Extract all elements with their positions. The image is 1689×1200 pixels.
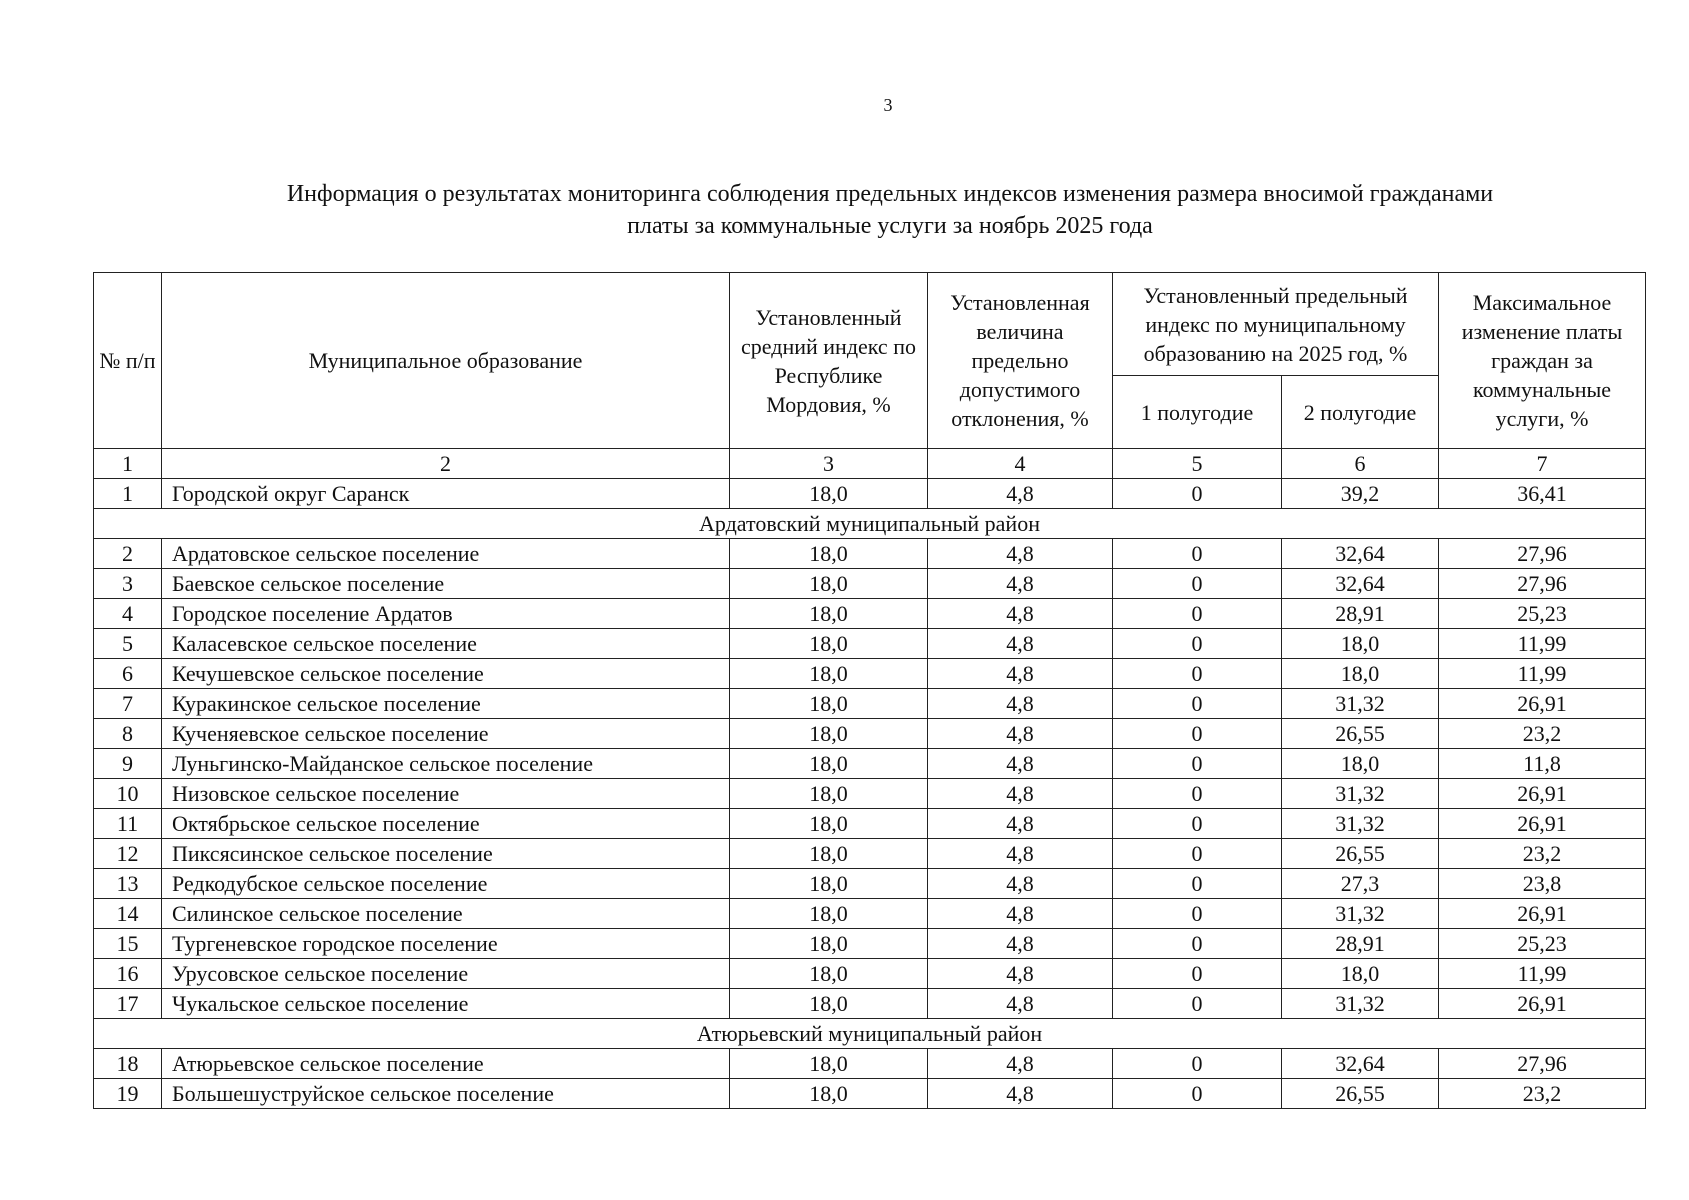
table-row (94, 689, 1646, 719)
deviation-value: 4,8 (928, 749, 1113, 779)
municipality-name: Тургеневское городское поселение (162, 929, 730, 959)
half1-value: 0 (1113, 959, 1282, 989)
deviation-value: 4,8 (928, 989, 1113, 1019)
half2-value: 39,2 (1282, 479, 1439, 509)
district-name: Атюрьевский муниципальный район (94, 1019, 1646, 1049)
column-number: 7 (1439, 449, 1646, 479)
district-name: Ардатовский муниципальный район (94, 509, 1646, 539)
avg-index-value: 18,0 (730, 539, 928, 569)
max-change-value: 11,99 (1439, 659, 1646, 689)
deviation-value: 4,8 (928, 1079, 1113, 1109)
half2-value: 18,0 (1282, 659, 1439, 689)
row-number: 11 (94, 809, 162, 839)
max-change-value: 23,2 (1439, 719, 1646, 749)
max-change-value: 26,91 (1439, 899, 1646, 929)
deviation-value: 4,8 (928, 869, 1113, 899)
deviation-value: 4,8 (928, 929, 1113, 959)
half1-value: 0 (1113, 479, 1282, 509)
deviation-value: 4,8 (928, 569, 1113, 599)
deviation-value: 4,8 (928, 959, 1113, 989)
table-row (94, 719, 1646, 749)
avg-index-value: 18,0 (730, 569, 928, 599)
half2-value: 18,0 (1282, 749, 1439, 779)
half1-value: 0 (1113, 869, 1282, 899)
row-number: 10 (94, 779, 162, 809)
header-half-1: 1 полугодие (1113, 376, 1282, 449)
half2-value: 31,32 (1282, 899, 1439, 929)
column-number: 6 (1282, 449, 1439, 479)
district-row (94, 1019, 1646, 1049)
column-number: 1 (94, 449, 162, 479)
row-number: 16 (94, 959, 162, 989)
max-change-value: 11,99 (1439, 629, 1646, 659)
max-change-value: 11,99 (1439, 959, 1646, 989)
table-row (94, 869, 1646, 899)
avg-index-value: 18,0 (730, 779, 928, 809)
header-deviation: Установленная величина предельно допустимого отклонения, % (928, 273, 1113, 449)
municipality-name: Луньгинско-Майданское сельское поселение (162, 749, 730, 779)
half1-value: 0 (1113, 929, 1282, 959)
row-number: 15 (94, 929, 162, 959)
table-row (94, 1079, 1646, 1109)
page-number: 3 (883, 95, 893, 115)
avg-index-value: 18,0 (730, 809, 928, 839)
deviation-value: 4,8 (928, 1049, 1113, 1079)
half2-value: 31,32 (1282, 689, 1439, 719)
half1-value: 0 (1113, 839, 1282, 869)
half1-value: 0 (1113, 569, 1282, 599)
half1-value: 0 (1113, 809, 1282, 839)
max-change-value: 36,41 (1439, 479, 1646, 509)
table-row (94, 479, 1646, 509)
half2-value: 31,32 (1282, 989, 1439, 1019)
column-number: 2 (162, 449, 730, 479)
column-number: 4 (928, 449, 1113, 479)
half2-value: 32,64 (1282, 539, 1439, 569)
table-row (94, 659, 1646, 689)
municipality-name: Городской округ Саранск (162, 479, 730, 509)
deviation-value: 4,8 (928, 899, 1113, 929)
half2-value: 27,3 (1282, 869, 1439, 899)
table-row (94, 959, 1646, 989)
half2-value: 26,55 (1282, 839, 1439, 869)
row-number: 17 (94, 989, 162, 1019)
title-line-1: Информация о результатах мониторинга соблюдения предельных индексов изменения размера вносимой гражданами (286, 181, 1494, 207)
municipality-name: Баевское сельское поселение (162, 569, 730, 599)
row-number: 7 (94, 689, 162, 719)
avg-index-value: 18,0 (730, 869, 928, 899)
max-change-value: 27,96 (1439, 569, 1646, 599)
avg-index-value: 18,0 (730, 479, 928, 509)
deviation-value: 4,8 (928, 779, 1113, 809)
max-change-value: 26,91 (1439, 809, 1646, 839)
table-row (94, 539, 1646, 569)
max-change-value: 11,8 (1439, 749, 1646, 779)
municipality-name: Кечушевское сельское поселение (162, 659, 730, 689)
avg-index-value: 18,0 (730, 929, 928, 959)
municipality-name: Низовское сельское поселение (162, 779, 730, 809)
table-row (94, 599, 1646, 629)
header-municipality: Муниципальное образование (162, 273, 730, 449)
municipality-name: Чукальское сельское поселение (162, 989, 730, 1019)
municipality-name: Ардатовское сельское поселение (162, 539, 730, 569)
municipality-name: Урусовское сельское поселение (162, 959, 730, 989)
half1-value: 0 (1113, 779, 1282, 809)
half1-value: 0 (1113, 539, 1282, 569)
half1-value: 0 (1113, 1049, 1282, 1079)
table-row (94, 779, 1646, 809)
max-change-value: 23,8 (1439, 869, 1646, 899)
row-number: 12 (94, 839, 162, 869)
half1-value: 0 (1113, 599, 1282, 629)
row-number: 4 (94, 599, 162, 629)
avg-index-value: 18,0 (730, 989, 928, 1019)
row-number: 13 (94, 869, 162, 899)
table-row (94, 839, 1646, 869)
deviation-value: 4,8 (928, 659, 1113, 689)
header-half-2: 2 полугодие (1282, 376, 1439, 449)
max-change-value: 26,91 (1439, 989, 1646, 1019)
half1-value: 0 (1113, 719, 1282, 749)
half1-value: 0 (1113, 659, 1282, 689)
avg-index-value: 18,0 (730, 749, 928, 779)
half1-value: 0 (1113, 1079, 1282, 1109)
half2-value: 26,55 (1282, 1079, 1439, 1109)
avg-index-value: 18,0 (730, 659, 928, 689)
max-change-value: 25,23 (1439, 929, 1646, 959)
deviation-value: 4,8 (928, 539, 1113, 569)
municipality-name: Кученяевское сельское поселение (162, 719, 730, 749)
avg-index-value: 18,0 (730, 839, 928, 869)
max-change-value: 23,2 (1439, 839, 1646, 869)
half1-value: 0 (1113, 629, 1282, 659)
row-number: 2 (94, 539, 162, 569)
table-row (94, 809, 1646, 839)
municipality-name: Каласевское сельское поселение (162, 629, 730, 659)
avg-index-value: 18,0 (730, 1079, 928, 1109)
half2-value: 18,0 (1282, 959, 1439, 989)
half1-value: 0 (1113, 899, 1282, 929)
municipality-name: Куракинское сельское поселение (162, 689, 730, 719)
deviation-value: 4,8 (928, 719, 1113, 749)
table-row (94, 1049, 1646, 1079)
half2-value: 31,32 (1282, 809, 1439, 839)
table-row (94, 749, 1646, 779)
deviation-value: 4,8 (928, 689, 1113, 719)
municipality-name: Большешуструйское сельское поселение (162, 1079, 730, 1109)
avg-index-value: 18,0 (730, 959, 928, 989)
row-number: 1 (94, 479, 162, 509)
max-change-value: 25,23 (1439, 599, 1646, 629)
avg-index-value: 18,0 (730, 629, 928, 659)
avg-index-value: 18,0 (730, 899, 928, 929)
table-row (94, 929, 1646, 959)
municipality-name: Городское поселение Ардатов (162, 599, 730, 629)
municipality-name: Силинское сельское поселение (162, 899, 730, 929)
row-number: 8 (94, 719, 162, 749)
deviation-value: 4,8 (928, 809, 1113, 839)
max-change-value: 23,2 (1439, 1079, 1646, 1109)
table-row (94, 899, 1646, 929)
row-number: 19 (94, 1079, 162, 1109)
half2-value: 32,64 (1282, 569, 1439, 599)
district-row (94, 509, 1646, 539)
half2-value: 18,0 (1282, 629, 1439, 659)
deviation-value: 4,8 (928, 839, 1113, 869)
half2-value: 26,55 (1282, 719, 1439, 749)
avg-index-value: 18,0 (730, 719, 928, 749)
municipality-name: Пиксясинское сельское поселение (162, 839, 730, 869)
avg-index-value: 18,0 (730, 689, 928, 719)
half2-value: 32,64 (1282, 1049, 1439, 1079)
deviation-value: 4,8 (928, 479, 1113, 509)
title-line-2: платы за коммунальные услуги за ноябрь 2025 года (627, 213, 1153, 239)
max-change-value: 27,96 (1439, 539, 1646, 569)
half2-value: 28,91 (1282, 599, 1439, 629)
header-limit-index: Установленный предельный индекс по муниципальному образованию на 2025 год, % (1113, 273, 1439, 376)
table-row (94, 569, 1646, 599)
half2-value: 28,91 (1282, 929, 1439, 959)
column-number: 3 (730, 449, 928, 479)
header-avg-index: Установленный средний индекс по Республике Мордовия, % (730, 273, 928, 449)
avg-index-value: 18,0 (730, 599, 928, 629)
row-number: 14 (94, 899, 162, 929)
column-number-row (94, 449, 1646, 479)
row-number: 9 (94, 749, 162, 779)
deviation-value: 4,8 (928, 599, 1113, 629)
document-title (150, 178, 1630, 242)
avg-index-value: 18,0 (730, 1049, 928, 1079)
row-number: 6 (94, 659, 162, 689)
max-change-value: 26,91 (1439, 689, 1646, 719)
row-number: 18 (94, 1049, 162, 1079)
half1-value: 0 (1113, 749, 1282, 779)
header-max-change: Максимальное изменение платы граждан за коммунальные услуги, % (1439, 273, 1646, 449)
monitoring-table (93, 272, 1646, 1109)
deviation-value: 4,8 (928, 629, 1113, 659)
half1-value: 0 (1113, 989, 1282, 1019)
municipality-name: Атюрьевское сельское поселение (162, 1049, 730, 1079)
municipality-name: Октябрьское сельское поселение (162, 809, 730, 839)
max-change-value: 26,91 (1439, 779, 1646, 809)
municipality-name: Редкодубское сельское поселение (162, 869, 730, 899)
row-number: 3 (94, 569, 162, 599)
table-row (94, 989, 1646, 1019)
row-number: 5 (94, 629, 162, 659)
max-change-value: 27,96 (1439, 1049, 1646, 1079)
table-row (94, 629, 1646, 659)
column-number: 5 (1113, 449, 1282, 479)
header-num: № п/п (94, 273, 162, 449)
half1-value: 0 (1113, 689, 1282, 719)
half2-value: 31,32 (1282, 779, 1439, 809)
